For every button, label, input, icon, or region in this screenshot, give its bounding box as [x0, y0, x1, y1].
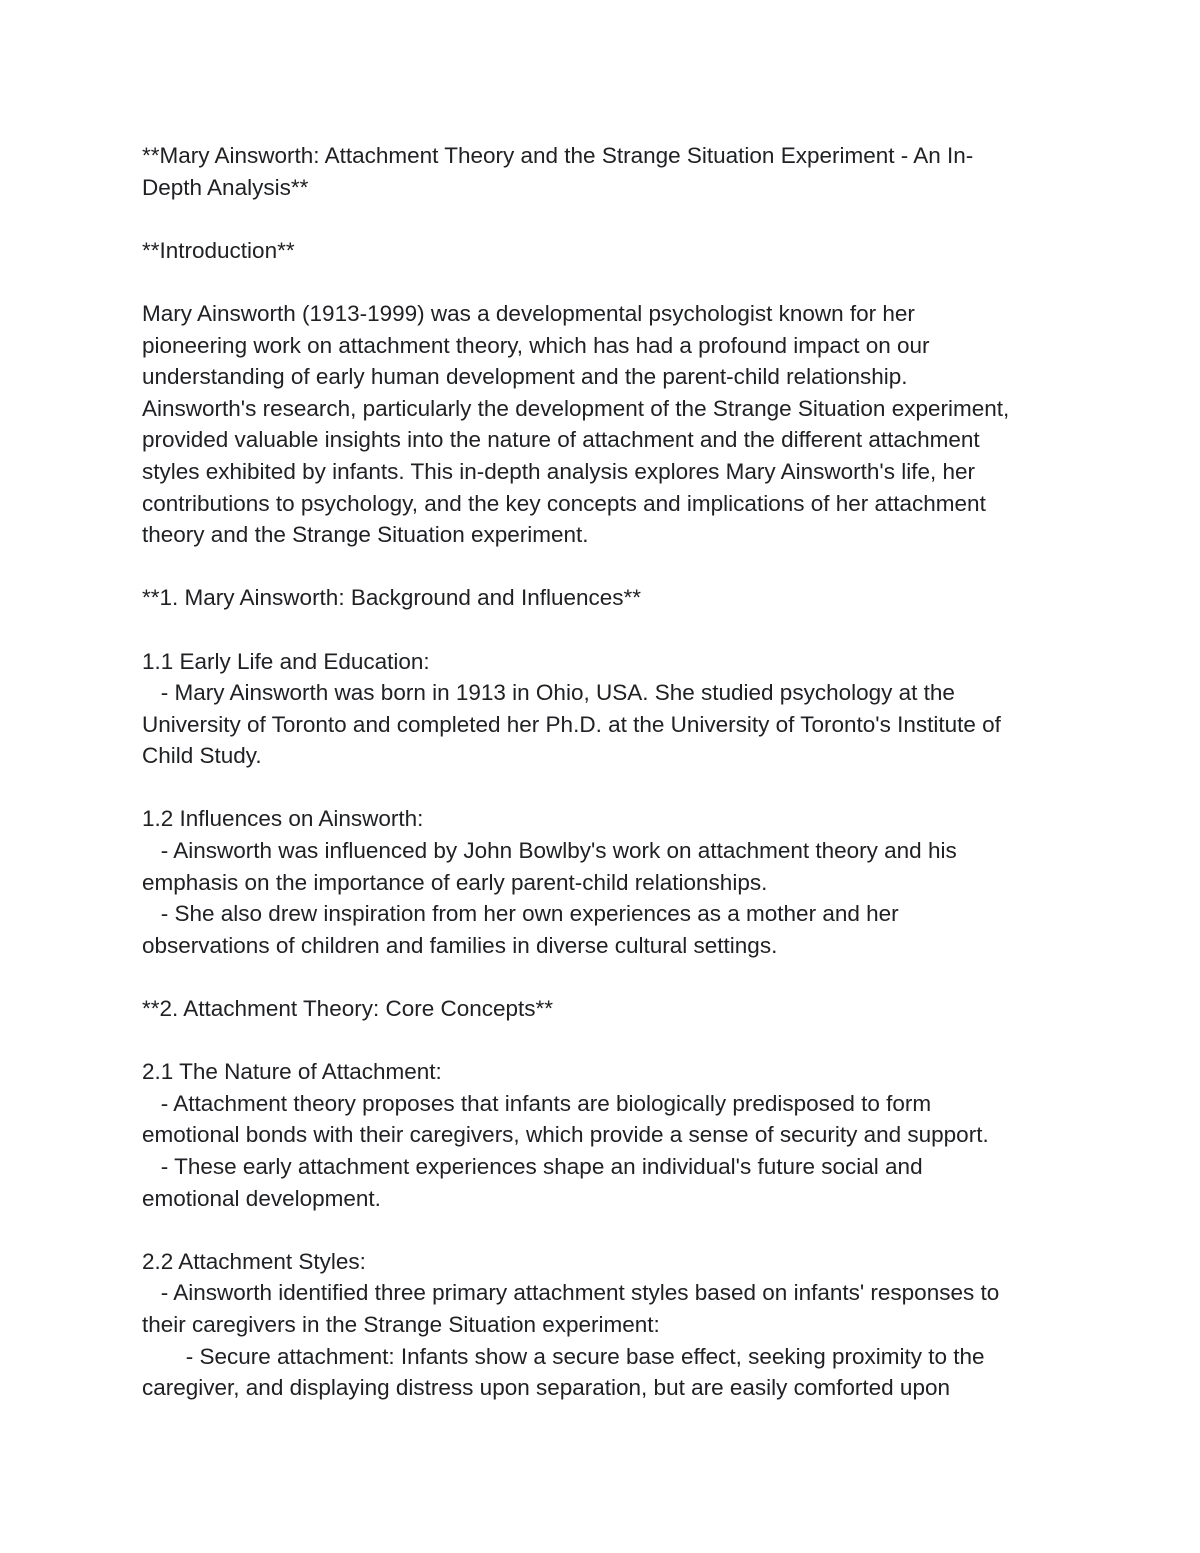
- paragraph-line: - She also drew inspiration from her own experiences as a mother and her: [142, 901, 899, 927]
- subsection-1-2: [142, 803, 1060, 961]
- paragraph-line: emphasis on the importance of early parent-child relationships.: [142, 869, 768, 895]
- subsection-2-2: [142, 1246, 1060, 1404]
- paragraph-line: observations of children and families in diverse cultural settings.: [142, 932, 778, 958]
- intro-paragraph: [142, 298, 1060, 551]
- paragraph-line: - Secure attachment: Infants show a secure base effect, seeking proximity to the: [142, 1343, 985, 1369]
- subsection-title: 2.2 Attachment Styles:: [142, 1248, 366, 1274]
- title-line: **Mary Ainsworth: Attachment Theory and the Strange Situation Experiment - An In-: [142, 143, 974, 168]
- paragraph-line: emotional development.: [142, 1185, 381, 1211]
- paragraph-line: - Mary Ainsworth was born in 1913 in Ohio, USA. She studied psychology at the: [142, 680, 955, 706]
- paragraph-line: Ainsworth's research, particularly the development of the Strange Situation experiment,: [142, 395, 1010, 421]
- paragraph-line: - These early attachment experiences shape an individual's future social and: [142, 1154, 923, 1179]
- paragraph-line: - Ainsworth was influenced by John Bowlby's work on attachment theory and his: [142, 838, 957, 864]
- paragraph-line: - Ainsworth identified three primary attachment styles based on infants' responses to: [142, 1280, 1000, 1306]
- subsection-1-1: [142, 646, 1060, 772]
- section-1-heading: [142, 582, 1060, 614]
- paragraph-line: Mary Ainsworth (1913-1999) was a developmental psychologist known for her: [142, 300, 915, 326]
- paragraph-line: contributions to psychology, and the key concepts and implications of her attachment: [142, 490, 986, 516]
- paragraph-line: provided valuable insights into the nature of attachment and the different attachment: [142, 427, 980, 453]
- paragraph-line: styles exhibited by infants. This in-depth analysis explores Mary Ainsworth's life, her: [142, 458, 976, 484]
- intro-heading: [142, 235, 1060, 267]
- paragraph-line: emotional bonds with their caregivers, which provide a sense of security and support.: [142, 1122, 989, 1148]
- paragraph-line: - Attachment theory proposes that infants are biologically predisposed to form: [142, 1090, 932, 1116]
- paragraph-line: pioneering work on attachment theory, which has had a profound impact on our: [142, 332, 930, 358]
- heading-text: **2. Attachment Theory: Core Concepts**: [142, 996, 554, 1022]
- heading-text: **Introduction**: [142, 237, 295, 263]
- paragraph-line: their caregivers in the Strange Situation experiment:: [142, 1311, 660, 1337]
- heading-text: **1. Mary Ainsworth: Background and Influences**: [142, 585, 642, 611]
- subsection-2-1: [142, 1056, 1060, 1214]
- paragraph-line: Child Study.: [142, 743, 262, 769]
- paragraph-line: University of Toronto and completed her Ph.D. at the University of Toronto's Institute of: [142, 711, 1001, 737]
- title-line: Depth Analysis**: [142, 174, 309, 200]
- document-title: [142, 140, 1060, 203]
- subsection-title: 1.2 Influences on Ainsworth:: [142, 806, 424, 832]
- paragraph-line: understanding of early human development and the parent-child relationship.: [142, 364, 908, 390]
- section-2-heading: [142, 993, 1060, 1025]
- subsection-title: 2.1 The Nature of Attachment:: [142, 1059, 442, 1085]
- subsection-title: 1.1 Early Life and Education:: [142, 648, 430, 674]
- paragraph-line: caregiver, and displaying distress upon separation, but are easily comforted upon: [142, 1375, 950, 1401]
- paragraph-line: theory and the Strange Situation experiment.: [142, 522, 589, 548]
